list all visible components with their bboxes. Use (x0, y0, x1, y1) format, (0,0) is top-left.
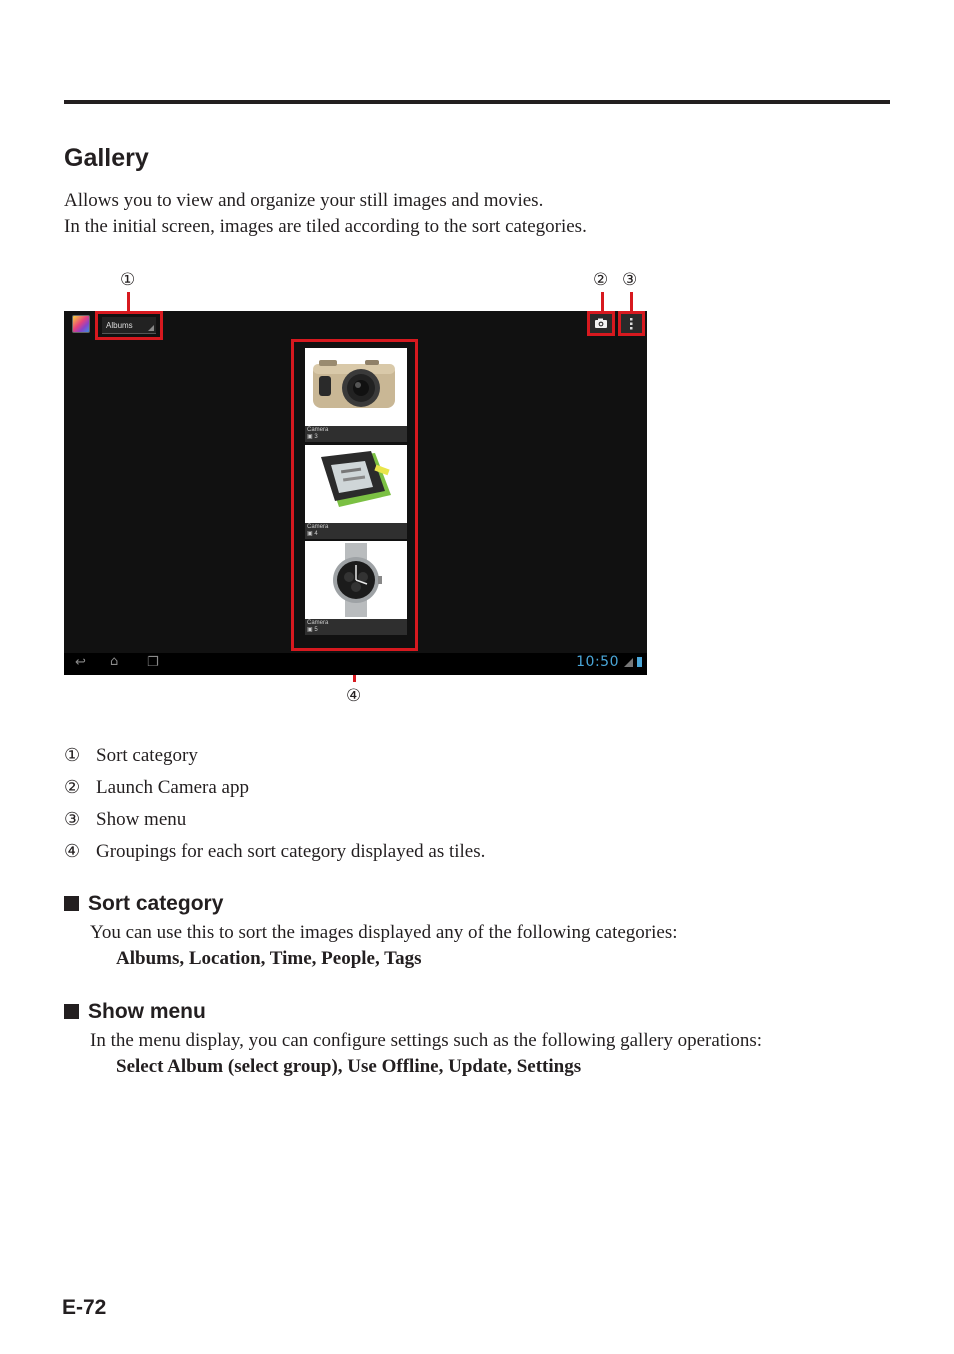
album-thumbnail (305, 445, 407, 523)
page-number: E-72 (62, 1296, 107, 1319)
legend-item: ③ Show menu (64, 809, 187, 830)
section-body-show-menu: In the menu display, you can configure settings such as the following gallery operations: (90, 1030, 763, 1051)
section-heading-sort-category: Sort category (64, 892, 223, 916)
leader-line-2 (601, 292, 604, 311)
leader-line-3 (630, 292, 633, 311)
recent-apps-icon[interactable]: ❐ (147, 655, 159, 670)
album-tile-count: ▣ 3 (307, 434, 318, 440)
album-tile-caption: Camera (307, 524, 329, 530)
handheld-device-image (305, 445, 407, 523)
album-tile-caption: Camera (307, 620, 329, 626)
album-tile-count: ▣ 5 (307, 627, 318, 633)
battery-icon (637, 657, 642, 667)
launch-camera-button[interactable] (587, 311, 615, 336)
leader-line-1 (127, 292, 130, 311)
dropdown-triangle-icon (148, 325, 154, 331)
compact-camera-image (305, 348, 407, 426)
gallery-screenshot (64, 311, 647, 675)
album-tile[interactable] (305, 445, 407, 539)
section-heading-show-menu: Show menu (64, 1000, 206, 1024)
legend-item: ④ Groupings for each sort category displayed as tiles. (64, 841, 486, 862)
header-rule (64, 100, 890, 104)
album-tile-count: ▣ 4 (307, 531, 318, 537)
callout-2: ② (593, 270, 609, 290)
section-options-show-menu: Select Album (select group), Use Offline, Update, Settings (116, 1056, 582, 1077)
intro-line-1: Allows you to view and organize your still images and movies. (64, 190, 544, 211)
album-thumbnail (305, 348, 407, 426)
status-clock: 10:50 (576, 654, 619, 670)
album-thumbnail (305, 541, 407, 619)
intro-line-2: In the initial screen, images are tiled according to the sort categories. (64, 216, 587, 237)
callout-3: ③ (622, 270, 638, 290)
album-tile[interactable] (305, 541, 407, 635)
signal-icon (624, 658, 633, 667)
wristwatch-image (305, 541, 407, 619)
bullet-square-icon (64, 1004, 79, 1019)
album-tile-count-value: 5 (314, 627, 318, 633)
back-icon[interactable]: ↩ (75, 655, 86, 670)
camera-icon (590, 314, 612, 333)
callout-1: ① (120, 270, 136, 290)
overflow-menu-icon (621, 314, 642, 333)
album-tile-caption: Camera (307, 427, 329, 433)
gallery-app-icon (72, 315, 90, 333)
system-navigation-bar (64, 653, 647, 675)
album-tile[interactable] (305, 348, 407, 442)
page-title: Gallery (64, 144, 149, 172)
callout-4: ④ (346, 686, 362, 706)
album-tile-count-value: 4 (314, 531, 318, 537)
bullet-square-icon (64, 896, 79, 911)
show-menu-button[interactable] (618, 311, 645, 336)
sort-category-label: Albums (106, 321, 133, 330)
legend-item: ② Launch Camera app (64, 777, 249, 798)
callout-legend (64, 742, 485, 870)
sort-category-dropdown[interactable] (95, 311, 163, 340)
legend-item: ① Sort category (64, 745, 198, 766)
section-body-sort-category: You can use this to sort the images displayed any of the following categories: (90, 922, 678, 943)
album-tile-count-value: 3 (314, 434, 318, 440)
home-icon[interactable]: ⌂ (110, 654, 119, 669)
intro-text (64, 188, 587, 240)
section-options-sort-category: Albums, Location, Time, People, Tags (116, 948, 422, 969)
tile-groupings (291, 339, 418, 651)
